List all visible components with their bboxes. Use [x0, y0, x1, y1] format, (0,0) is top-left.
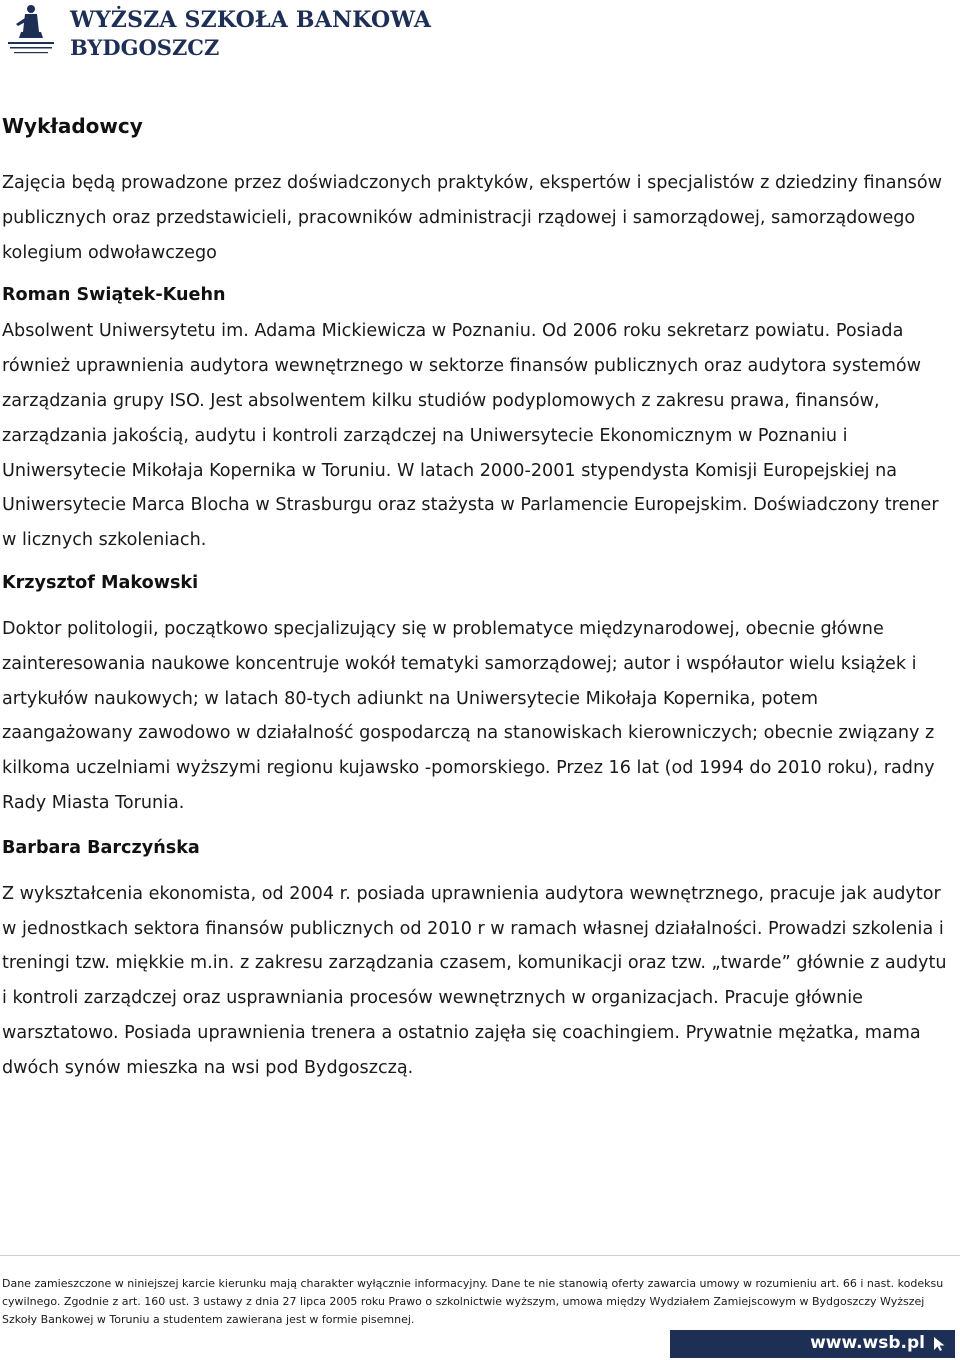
cursor-arrow-icon — [933, 1336, 947, 1352]
lecturer-bio: Absolwent Uniwersytetu im. Adama Mickiewicza w Poznaniu. Od 2006 roku sekretarz powiatu. Posiada również uprawnienia audytora wewnętrznego w sektorze finansów publicznych oraz audytora systemów zarządzania grupy ISO. Jest absolwentem kilku studiów podyplomowych z zakresu prawa, finansów, zarządzania jakością, audytu i kontroli zarządczej na Uniwersytecie Ekonomicznym w Poznaniu i Uniwersytecie Mikołaja Kopernika w Toruniu. W latach 2000-2001 stypendysta Komisji Europejskiej na Uniwersytecie Marca Blocha w Strasburgu oraz stażysta w Parlamencie Europejskim. Doświadczony trener w licznych szkoleniach. — [2, 321, 939, 551]
footer-url-link[interactable]: www.wsb.pl — [810, 1333, 925, 1353]
logo-line-2: BYDGOSZCZ — [70, 35, 220, 60]
page-header — [0, 0, 960, 70]
school-emblem-icon — [6, 2, 56, 62]
lecturer-section — [2, 833, 952, 1086]
lecturer-name: Roman Swiątek-Kuehn — [2, 285, 226, 306]
lecturer-name: Barbara Barczyńska — [2, 837, 200, 858]
school-logo-wordmark[interactable] — [70, 8, 431, 60]
footer-disclaimer: Dane zamieszczone w niniejszej karcie kierunku mają charakter wyłącznie informacyjny. Dane te nie stanowią oferty zawarcia umowy w rozumieniu art. 66 i nast. kodeksu cywilnego. Zgodnie z art. 160 ust. 3 ustawy z dnia 27 lipca 2005 roku Prawo o szkolnictwie wyższym, umowa między Wydziałem Zamiejscowym w Bydgoszczy Wyższej Szkoły Bankowej w Toruniu a studentem zawierana jest w formie pisemnej. — [2, 1277, 944, 1326]
lecturer-bio: Doktor politologii, początkowo specjalizujący się w problematyce międzynarodowej, obecnie główne zainteresowania naukowe koncentruje wokół tematyki samorządowej; autor i współautor wielu książek i artykułów naukowych; w latach 80-tych adiunkt na Uniwersytecie Mikołaja Kopernika, potem zaangażowany zawodowo w działalność gospodarczą na stanowiskach kierowniczych; obecnie związany z kilkoma uczelniami wyższymi regionu kujawsko -pomorskiego. Przez 16 lat (od 1994 do 2010 roku), radny Rady Miasta Torunia. — [2, 618, 935, 813]
lecturer-section — [2, 280, 952, 558]
logo-line-1: WYŻSZA SZKOŁA BANKOWA — [70, 7, 432, 33]
lecturer-bio: Z wykształcenia ekonomista, od 2004 r. posiada uprawnienia audytora wewnętrznego, pracuje jak audytor w jednostkach sektora finansów publicznych od 2010 r w ramach własnej działalności. Prowadzi szkolenia i treningi tzw. miękkie m.in. z zakresu zarządzania czasem, komunikacji oraz tzw. „twarde” głównie z audytu i kontroli zarządczej oraz usprawniania procesów wewnętrznych w organizacjach. Pracuje głównie warsztatowo. Posiada uprawnienia trenera a ostatnio zajęła się coachingiem. Prywatnie mężatka, mama dwóch synów mieszka na wsi pod Bydgoszczą. — [2, 883, 947, 1078]
page-title: Wykładowcy — [2, 114, 143, 138]
footer-divider — [0, 1255, 960, 1256]
lecturer-name: Krzysztof Makowski — [2, 572, 199, 593]
lecturer-section — [2, 568, 952, 821]
footer-url-bar[interactable] — [670, 1330, 955, 1358]
main-content — [2, 112, 952, 1086]
intro-paragraph: Zajęcia będą prowadzone przez doświadczonych praktyków, ekspertów i specjalistów z dziedziny finansów publicznych oraz przedstawicieli, pracowników administracji rządowej i samorządowej, samorządowego kolegium odwoławczego — [2, 173, 943, 263]
